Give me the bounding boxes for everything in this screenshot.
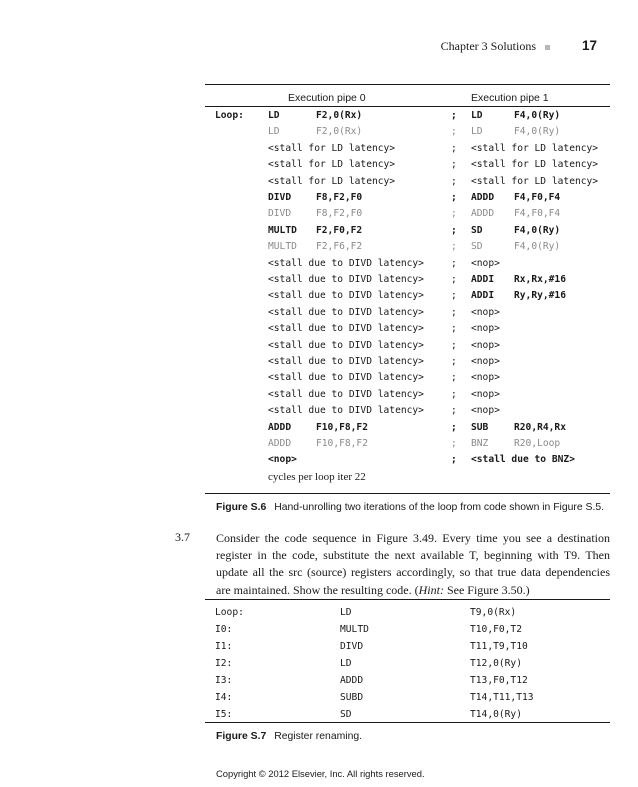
pipe0-instruction: <stall due to DIVD latency>: [268, 339, 424, 351]
pipe0-operands: F8,F2,F0: [316, 208, 363, 220]
pipeline-row: [205, 272, 610, 288]
pipe0-operands: F2,0(Rx): [316, 110, 363, 121]
pipe0-instruction: <stall for LD latency>: [268, 142, 396, 154]
row-separator: ;: [451, 224, 457, 236]
exercise-text: [216, 530, 610, 599]
row-separator: ;: [451, 388, 457, 400]
figure-s6-label: Figure S.6: [216, 502, 267, 513]
figure-s7-caption: [216, 731, 616, 742]
rename-row-operands: T10,F0,T2: [470, 624, 522, 635]
copyright-notice: Copyright © 2012 Elsevier, Inc. All rights reserved.: [216, 768, 425, 779]
pipe1-instruction: ADDD: [471, 208, 495, 220]
pipe1-instruction: <nop>: [471, 257, 500, 269]
pipe1-operands: F4,0(Ry): [514, 224, 561, 236]
pipe1-instruction: <stall for LD latency>: [471, 142, 599, 154]
pipe1-instruction: LD: [471, 126, 483, 138]
pipe1-instruction: SD: [471, 224, 483, 236]
rename-row-label: I0:: [215, 624, 233, 635]
pipeline-row: [205, 206, 610, 222]
rename-row: [205, 638, 610, 655]
pipe0-instruction: ADDD: [268, 438, 292, 449]
pipe1-instruction: <nop>: [471, 372, 500, 384]
pipe0-instruction: <stall due to DIVD latency>: [268, 257, 424, 269]
pipeline-row: [205, 321, 610, 337]
row-separator: ;: [451, 339, 457, 351]
pipe0-instruction: <stall due to DIVD latency>: [268, 372, 424, 384]
row-separator: ;: [451, 142, 457, 154]
rename-row-opcode: MULTD: [340, 624, 369, 635]
pipe1-operands: Ry,Ry,#16: [514, 290, 566, 302]
pipe1-instruction: <stall for LD latency>: [471, 175, 599, 187]
pipeline-table-bottom-rule: [205, 493, 610, 494]
pipeline-row: [205, 420, 610, 436]
pipeline-row: [205, 403, 610, 419]
figure-s7-label: Figure S.7: [216, 731, 267, 742]
pipe1-instruction: SD: [471, 241, 483, 253]
page-number: 17: [581, 38, 597, 53]
exercise-hint-label: Hint:: [418, 582, 444, 597]
pipe1-operands: F4,F0,F4: [514, 208, 561, 220]
rename-row-label: I4:: [215, 692, 233, 703]
rename-row-operands: T14,0(Ry): [470, 709, 522, 720]
row-separator: ;: [451, 438, 457, 449]
pipe0-instruction: <stall due to DIVD latency>: [268, 323, 424, 335]
pipe0-operands: F8,F2,F0: [316, 192, 363, 203]
pipe0-operands: F10,F8,F2: [316, 438, 368, 449]
rename-row: [205, 604, 610, 621]
chapter-title: Chapter 3 Solutions: [440, 39, 536, 53]
pipe1-operands: F4,0(Ry): [514, 241, 561, 253]
row-separator: ;: [451, 175, 457, 187]
header-separator: [545, 45, 550, 50]
row-separator: ;: [451, 257, 457, 269]
pipe1-header: Execution pipe 1: [471, 92, 549, 104]
row-separator: ;: [451, 421, 457, 433]
exercise-text-tail: See Figure 3.50.): [443, 582, 530, 597]
row-separator: ;: [451, 110, 457, 121]
pipe1-instruction: <nop>: [471, 323, 500, 335]
pipeline-row: [205, 436, 610, 452]
pipe1-operands: F4,0(Ry): [514, 110, 561, 121]
pipe0-instruction: <stall due to DIVD latency>: [268, 388, 424, 400]
pipe1-operands: R20,Loop: [514, 438, 561, 449]
row-separator: ;: [451, 323, 457, 335]
pipeline-table-top-rule: [205, 84, 610, 85]
pipeline-row: [205, 124, 610, 140]
rename-row-operands: T14,T11,T13: [470, 692, 534, 703]
rename-row: [205, 706, 610, 723]
pipeline-row: [205, 174, 610, 190]
row-separator: ;: [451, 306, 457, 318]
row-separator: ;: [451, 405, 457, 417]
rename-row-label: I5:: [215, 709, 233, 720]
pipeline-row: [205, 108, 610, 124]
pipe0-instruction: <stall for LD latency>: [268, 175, 396, 187]
pipe1-instruction: <nop>: [471, 356, 500, 367]
rename-row: [205, 655, 610, 672]
pipe0-instruction: <stall for LD latency>: [268, 159, 396, 171]
row-separator: ;: [451, 126, 457, 138]
pipe0-instruction: <nop>: [268, 454, 297, 466]
rename-row-label: I1:: [215, 641, 233, 652]
pipeline-row: [205, 338, 610, 354]
rename-row-operands: T9,0(Rx): [470, 607, 517, 618]
pipe1-instruction: <stall for LD latency>: [471, 159, 599, 171]
row-separator: ;: [451, 454, 457, 466]
pipe0-instruction: <stall due to DIVD latency>: [268, 274, 424, 285]
row-separator: ;: [451, 159, 457, 171]
pipe1-instruction: BNZ: [471, 438, 489, 449]
pipe0-instruction: <stall due to DIVD latency>: [268, 306, 424, 318]
pipe1-instruction: <nop>: [471, 306, 500, 318]
pipe0-instruction: <stall due to DIVD latency>: [268, 405, 424, 417]
pipe0-operands: F10,F8,F2: [316, 421, 368, 433]
pipe0-instruction: <stall due to DIVD latency>: [268, 356, 424, 367]
pipe0-instruction: MULTD: [268, 224, 297, 236]
pipeline-row: [205, 288, 610, 304]
row-separator: ;: [451, 208, 457, 220]
pipe1-instruction: <nop>: [471, 388, 500, 400]
rename-row-opcode: LD: [340, 607, 352, 618]
pipe1-instruction: <stall due to BNZ>: [471, 454, 575, 466]
pipe1-operands: R20,R4,Rx: [514, 421, 566, 433]
pipe0-instruction: MULTD: [268, 241, 297, 253]
pipeline-row: [205, 190, 610, 206]
row-label: Loop:: [215, 110, 244, 121]
rename-row-label: Loop:: [215, 607, 244, 618]
pipe0-instruction: DIVD: [268, 208, 292, 220]
row-separator: ;: [451, 372, 457, 384]
pipe0-operands: F2,F6,F2: [316, 241, 363, 253]
pipeline-row: [205, 370, 610, 386]
rename-table-bottom-rule: [205, 722, 610, 723]
cycles-per-iteration-note: cycles per loop iter 22: [268, 470, 366, 483]
pipeline-row: [205, 452, 610, 468]
page-header: [0, 38, 600, 58]
rename-row-opcode: ADDD: [340, 675, 364, 686]
pipe0-instruction: LD: [268, 110, 280, 121]
pipe0-operands: F2,0(Rx): [316, 126, 363, 138]
rename-row-opcode: LD: [340, 658, 352, 669]
rename-row-opcode: SD: [340, 709, 352, 720]
rename-row-operands: T12,0(Ry): [470, 658, 522, 669]
pipeline-row: [205, 239, 610, 255]
pipe0-instruction: DIVD: [268, 192, 292, 203]
row-separator: ;: [451, 356, 457, 367]
pipeline-row: [205, 387, 610, 403]
pipe0-instruction: <stall due to DIVD latency>: [268, 290, 424, 302]
row-separator: ;: [451, 290, 457, 302]
rename-row-operands: T13,F0,T12: [470, 675, 528, 686]
pipe0-instruction: LD: [268, 126, 280, 138]
pipe1-instruction: ADDD: [471, 192, 495, 203]
pipe1-operands: Rx,Rx,#16: [514, 274, 566, 285]
row-separator: ;: [451, 274, 457, 285]
pipeline-row: [205, 256, 610, 272]
pipe1-instruction: LD: [471, 110, 483, 121]
pipe0-header: Execution pipe 0: [288, 92, 366, 104]
pipeline-table-header-rule: [205, 106, 610, 107]
rename-row: [205, 672, 610, 689]
rename-row: [205, 689, 610, 706]
pipe1-instruction: <nop>: [471, 339, 500, 351]
row-separator: ;: [451, 192, 457, 203]
row-separator: ;: [451, 241, 457, 253]
figure-s6-caption: [216, 502, 616, 513]
rename-row-opcode: SUBD: [340, 692, 364, 703]
pipeline-row: [205, 354, 610, 370]
pipeline-row: [205, 223, 610, 239]
pipe0-instruction: ADDD: [268, 421, 292, 433]
pipeline-row: [205, 305, 610, 321]
pipe1-operands: F4,0(Ry): [514, 126, 561, 138]
rename-row: [205, 621, 610, 638]
exercise-number: 3.7: [175, 530, 190, 544]
rename-table-top-rule: [205, 599, 610, 600]
figure-s7-text: Register renaming.: [274, 731, 363, 742]
rename-row-operands: T11,T9,T10: [470, 641, 528, 652]
rename-row-label: I3:: [215, 675, 233, 686]
pipeline-row: [205, 157, 610, 173]
pipe1-instruction: ADDI: [471, 274, 495, 285]
pipe0-operands: F2,F0,F2: [316, 224, 363, 236]
figure-s6-text: Hand-unrolling two iterations of the loop from code shown in Figure S.5.: [274, 502, 605, 513]
pipe1-instruction: <nop>: [471, 405, 500, 417]
pipe1-operands: F4,F0,F4: [514, 192, 561, 203]
rename-row-label: I2:: [215, 658, 233, 669]
exercise-text-body: Consider the code sequence in Figure 3.49. Every time you see a destination register in the code, substitute the next available T, beginning with T9. Then update all the src (source) registers accordingly, so that true data dependencies are maintained. Show the resulting code. (: [216, 531, 610, 597]
rename-row-opcode: DIVD: [340, 641, 364, 652]
pipe1-instruction: ADDI: [471, 290, 495, 302]
pipe1-instruction: SUB: [471, 421, 489, 433]
pipeline-row: [205, 141, 610, 157]
